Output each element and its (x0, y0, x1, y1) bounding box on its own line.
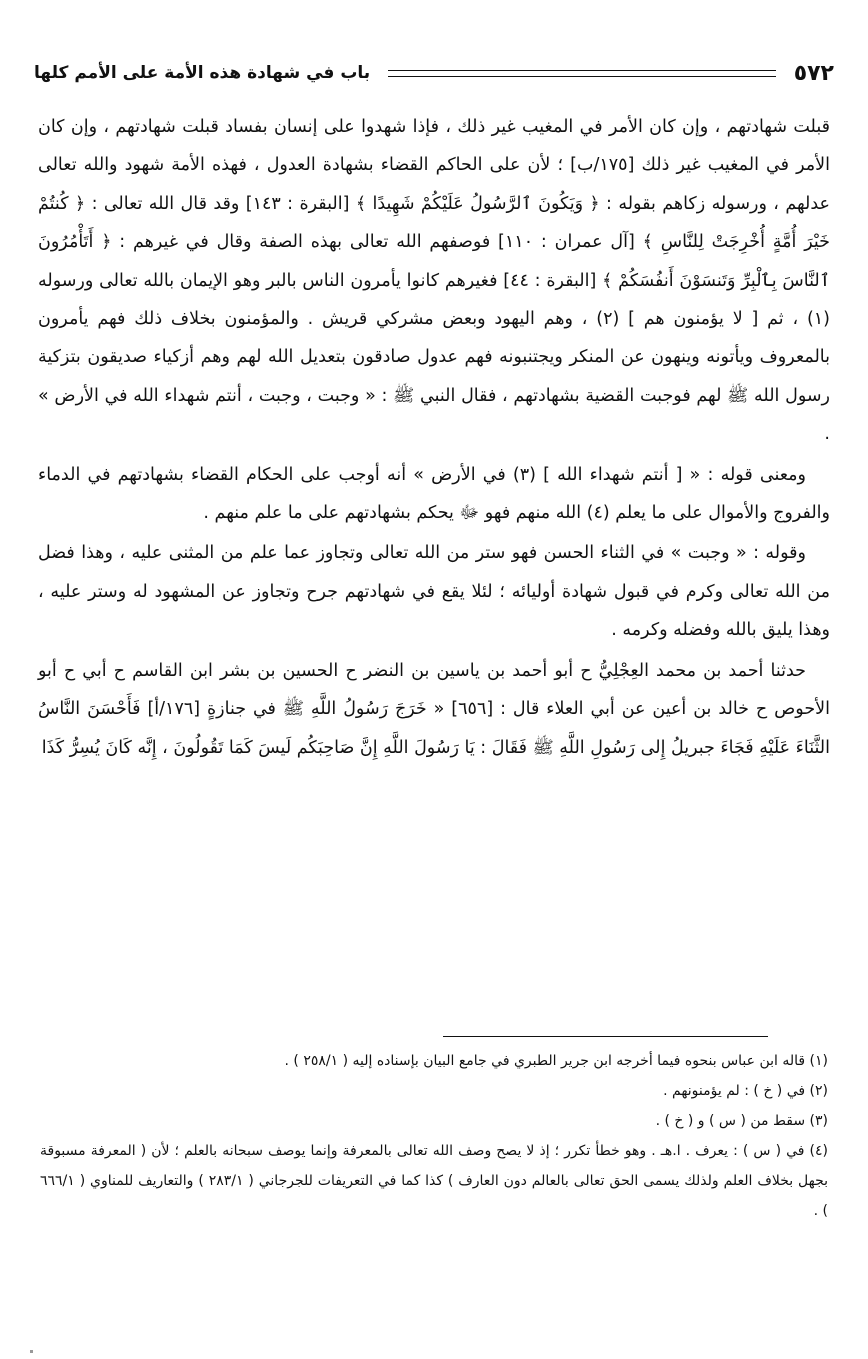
footnotes (40, 1046, 828, 1226)
header-rule (388, 70, 776, 77)
footnote: (١) قاله ابن عباس بنحوه فيما أخرجه ابن جرير الطبري في جامع البيان بإسناده إليه ( ٢٥٨/١ ) . (284, 1053, 828, 1069)
running-title: باب في شهادة هذه الأمة على الأمم كلها (34, 63, 371, 83)
footnote: (٤) في ( س ) : يعرف . ا.هـ . وهو خطأ تكرر ؛ إذ لا يصح وصف الله تعالى بالمعرفة وإنما يوصف سبحانه بالعلم ؛ لأن ( المعرفة مسبوقة بجهل بخلاف العلم ولذلك يسمى الحق تعالى بالعالم دون العارف ) كذا كما في التعريفات للجرجاني ( ٢٨٣/١ ) والتعاريف للمناوي ( ٦٦٦/١ ) . (40, 1143, 829, 1219)
paragraph: وقوله : « وجبت » في الثناء الحسن فهو ستر من الله تعالى وتجاوز عما علم من المثنى عليه ، وهذا فضل من الله تعالى وكرم في قبول شهادة أوليائه ؛ لئلا يقع في شهادتهم جرح وتجاوز عن المشهود له وستر عليه ، وهذا يليق بالله وفضله وكرمه . (38, 543, 830, 641)
footnote: (٣) سقط من ( س ) و ( خ ) . (655, 1113, 828, 1129)
footnote: (٢) في ( خ ) : لم يؤمنونهم . (663, 1083, 828, 1099)
paragraph: حدثنا أحمد بن محمد العِجْلِيُّ ح أبو أحمد بن ياسين بن النضر ح الحسين بن بشر ابن القاسم ح أبي ح أبو الأحوص ح خالد بن أعين عن أبي العلاء قال : [٦٥٦] « خَرَجَ رَسُولُ اللَّهِ ﷺ في جنازةٍ [١٧٦/أ] فَأَحْسَنَ النَّاسُ الثَّنَاءَ عَلَيْهِ فَجَاءَ جبريلُ إِلى رَسُولِ اللَّهِ ﷺ فَقَالَ : يَا رَسُولَ اللَّهِ إِنَّ صَاحِبَكُم لَيسَ كَمَا تَقُولُونَ ، إِنَّه كَانَ يُسِرُّ كَذَا (38, 660, 830, 758)
paragraph: ومعنى قوله : « [ أنتم شهداء الله ] (٣) في الأرض » أنه أوجب على الحكام القضاء بشهادتهم في الدماء والفروج والأموال على ما يعلم (٤) الله منهم فهو ﷻ يحكم بشهادتهم على ما علم منهم . (38, 464, 830, 524)
main-text (38, 108, 830, 769)
page-number: ٥٧٢ (793, 60, 834, 86)
scan-speck (30, 1350, 33, 1353)
paragraph: قبلت شهادتهم ، وإن كان الأمر في المغيب غير ذلك ، فإذا شهدوا على إنسان بفساد قبلت شهادتهم ، وإن كان الأمر في المغيب غير ذلك [١٧٥/ب] ؛ لأن على الحاكم القضاء بشهادة العدول ، فهذه الأمة شهود والله تعالى عدلهم ، ورسوله زكاهم بقوله : ﴿ وَيَكُونَ ٱلرَّسُولُ عَلَيْكُمْ شَهِيدًا ﴾ [البقرة : ١٤٣] وقد قال الله تعالى : ﴿ كُنتُمْ خَيْرَ أُمَّةٍ أُخْرِجَتْ لِلنَّاسِ ﴾ [آل عمران : ١١٠] فوصفهم الله تعالى بهذه الصفة وقال في غيرهم : ﴿ أَتَأْمُرُونَ ٱلنَّاسَ بِٱلْبِرِّ وَتَنسَوْنَ أَنفُسَكُمْ ﴾ [البقرة : ٤٤] فغيرهم كانوا يأمرون الناس بالبر وهو الإيمان بالله تعالى ورسوله (١) ، ثم [ لا يؤمنون هم ] (٢) ، وهم اليهود وبعض مشركي قريش . والمؤمنون بخلاف ذلك فهم يأمرون بالمعروف ويأتونه وينهون عن المنكر ويجتنبونه فهم عدول صادقون بتعديل الله لهم وهم أزكياء صديقون بتزكية رسول الله ﷺ لهم فوجبت القضية بشهادتهم ، فقال النبي ﷺ : « وجبت ، وجبت ، أنتم شهداء الله في الأرض » . (38, 117, 830, 445)
footnote-divider (443, 1036, 768, 1037)
page-header (34, 56, 834, 90)
